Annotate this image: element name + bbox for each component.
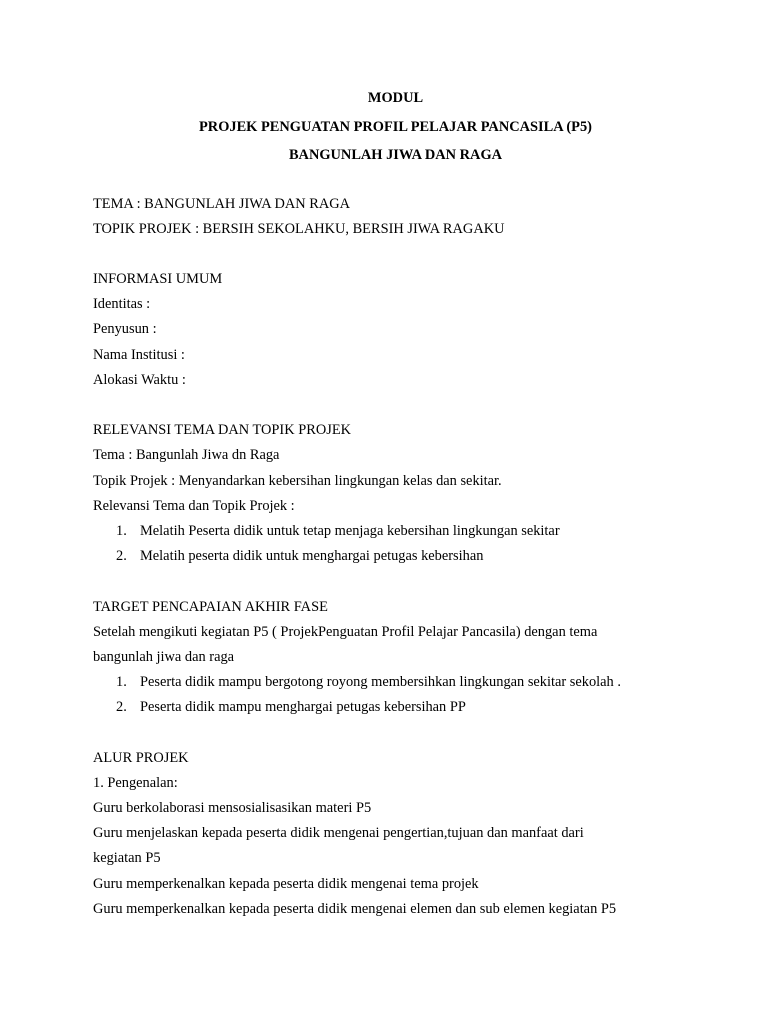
list-text: Melatih Peserta didik untuk tetap menjaga kebersihan lingkungan sekitar <box>140 522 560 539</box>
target-para-line1: Setelah mengikuti kegiatan P5 ( ProjekPenguatan Profil Pelajar Pancasila) dengan tema <box>93 623 598 640</box>
alokasi-line: Alokasi Waktu : <box>93 371 186 388</box>
relevansi-tema-line: Tema : Bangunlah Jiwa dn Raga <box>93 447 280 464</box>
alur-line: Guru berkolaborasi mensosialisasikan materi P5 <box>93 800 372 816</box>
list-item <box>93 695 708 720</box>
target-para-line2: bangunlah jiwa dan raga <box>93 648 235 665</box>
list-text: Peserta didik mampu menghargai petugas kebersihan PP <box>140 699 466 716</box>
alur-sub-pengenalan: 1. Pengenalan: <box>93 774 178 791</box>
relevansi-heading: RELEVANSI TEMA DAN TOPIK PROJEK <box>93 422 351 439</box>
target-list <box>93 670 708 720</box>
title-bangunlah: BANGUNLAH JIWA DAN RAGA <box>288 147 503 163</box>
document-title <box>83 84 708 170</box>
identitas-line: Identitas : <box>93 296 151 313</box>
list-number: 1. <box>116 522 127 539</box>
topik-line: TOPIK PROJEK : BERSIH SEKOLAHKU, BERSIH JIWA RAGAKU <box>93 220 505 237</box>
list-text: Melatih peserta didik untuk menghargai petugas kebersihan <box>140 548 484 565</box>
list-number: 2. <box>116 699 127 716</box>
list-number: 2. <box>116 548 127 565</box>
relevansi-topik-line: Topik Projek : Menyandarkan kebersihan lingkungan kelas dan sekitar. <box>93 472 502 489</box>
alur-heading: ALUR PROJEK <box>93 749 189 766</box>
alur-line: Guru menjelaskan kepada peserta didik mengenai pengertian,tujuan dan manfaat dari <box>93 825 584 842</box>
list-text: Peserta didik mampu bergotong royong membersihkan lingkungan sekitar sekolah . <box>140 674 621 691</box>
institusi-line: Nama Institusi : <box>93 346 185 363</box>
list-item <box>93 519 708 544</box>
informasi-umum-heading: INFORMASI UMUM <box>93 271 223 288</box>
penyusun-line: Penyusun : <box>93 321 157 338</box>
alur-line: kegiatan P5 <box>93 850 161 867</box>
list-item <box>93 544 708 569</box>
title-projek: PROJEK PENGUATAN PROFIL PELAJAR PANCASILA (P5) <box>199 118 592 135</box>
target-heading: TARGET PENCAPAIAN AKHIR FASE <box>93 598 328 615</box>
alur-line: Guru memperkenalkan kepada peserta didik mengenai tema projek <box>93 875 479 892</box>
list-number: 1. <box>116 674 127 691</box>
title-modul: MODUL <box>367 90 424 106</box>
tema-line: TEMA : BANGUNLAH JIWA DAN RAGA <box>93 195 351 212</box>
list-item <box>93 670 708 695</box>
relevansi-list <box>93 519 708 569</box>
alur-line: Guru memperkenalkan kepada peserta didik mengenai elemen dan sub elemen kegiatan P5 <box>93 900 617 917</box>
relevansi-label-line: Relevansi Tema dan Topik Projek : <box>93 497 295 514</box>
